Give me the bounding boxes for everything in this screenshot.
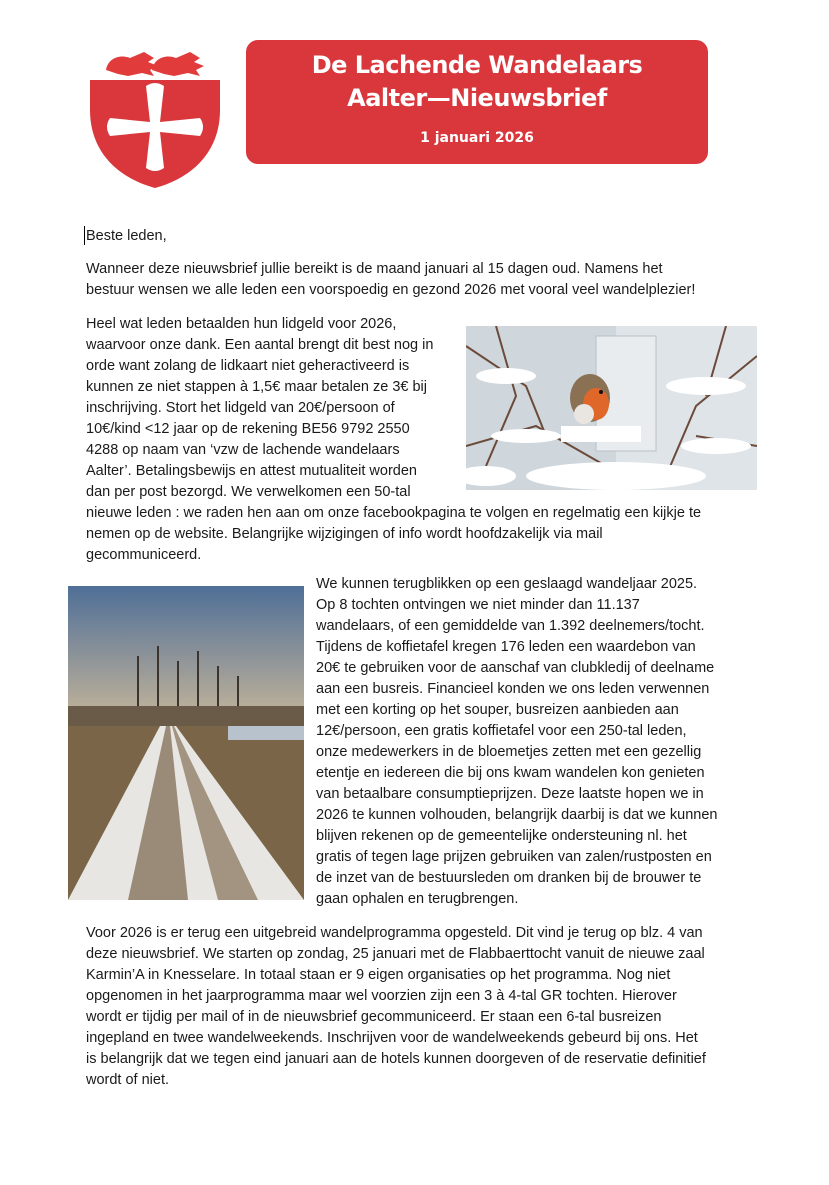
paragraph-line: kunnen ze niet stappen à 1,5€ maar betalen ze 3€ bij <box>86 379 427 395</box>
paragraph-line: 4288 op naam van ‘vzw de lachende wandelaars <box>86 442 400 458</box>
paragraph-line: met een korting op het souper, busreizen aanbieden aan <box>316 702 679 718</box>
paragraph-line: gratis of tegen lage prijzen gebruiken van zalen/rustposten en <box>316 849 712 865</box>
newsletter-banner <box>246 40 708 164</box>
paragraph-line: blijven rekenen op de gemeentelijke ondersteuning nl. het <box>316 828 687 844</box>
paragraph-line: nemen op de website. Belangrijke wijzigingen of info wordt hoofdzakelijk via mail <box>86 526 603 542</box>
paragraph-line: Op 8 tochten ontvingen we niet minder dan 11.137 <box>316 597 640 613</box>
robin-photo <box>466 326 757 490</box>
paragraph-line: We kunnen terugblikken op een geslaagd wandeljaar 2025. <box>316 576 698 592</box>
snowy-path-photo <box>68 586 304 900</box>
greeting: Beste leden, <box>86 228 167 244</box>
paragraph-line: de inzet van de bestuursleden om dranken bij de brouwer te <box>316 870 702 886</box>
paragraph-line: etentje en iedereen die bij ons kwam wandelen kon genieten <box>316 765 705 781</box>
paragraph-line: Aalter’. Betalingsbewijs en attest mutualiteit worden <box>86 463 417 479</box>
paragraph-line: waarvoor onze dank. Een aantal brengt dit best nog in <box>86 337 434 353</box>
paragraph-line: ingepland en twee wandelweekends. Inschrijven voor de wandelweekends gebeurd bij ons. Het <box>86 1030 698 1046</box>
paragraph-line: deze nieuwsbrief. We starten op zondag, 25 januari met de Flabbaerttocht vanuit de nieuwe zaal <box>86 946 705 962</box>
paragraph-line: wordt er tijdig per mail of in de nieuwsbrief gecommuniceerd. Er staan een 6-tal busreizen <box>86 1009 662 1025</box>
paragraph-line: gaan ophalen en terugbrengen. <box>316 891 519 907</box>
paragraph-line: Wanneer deze nieuwsbrief jullie bereikt is de maand januari al 15 dagen oud. Namens het <box>86 261 663 277</box>
paragraph-line: 10€/kind <12 jaar op de rekening BE56 9792 2550 <box>86 421 410 437</box>
paragraph-line: Tijdens de koffietafel kregen 176 leden een waardebon van <box>316 639 696 655</box>
paragraph-line: wordt of niet. <box>86 1072 170 1088</box>
paragraph-line: opgenomen in het jaarprogramma maar wel voorzien zijn een 3 à 4-tal GR tochten. Hierover <box>86 988 677 1004</box>
paragraph-line: bestuur wensen we alle leden een voorspoedig en gezond 2026 met vooral veel wandelplezier! <box>86 282 696 298</box>
paragraph-line: nieuwe leden : we raden hen aan om onze facebookpagina te volgen en regelmatig een kijkje te <box>86 505 702 521</box>
paragraph-line: aan een busreis. Financieel konden we ons leden verwennen <box>316 681 710 697</box>
paragraph-line: wandelaars, of een gemiddelde van 1.392 deelnemers/tocht. <box>316 618 705 634</box>
paragraph-line: dan per post bezorgd. We verwelkomen een 50-tal <box>86 484 411 500</box>
coat-of-arms-logo <box>88 40 222 190</box>
paragraph-line: Heel wat leden betaalden hun lidgeld voor 2026, <box>86 316 397 332</box>
paragraph-line: 12€/persoon, een gratis koffietafel voor een 250-tal leden, <box>316 723 687 739</box>
newsletter-date: 1 januari 2026 <box>420 130 534 146</box>
paragraph-line: 20€ te gebruiken voor de aanschaf van clubkledij of deelname <box>316 660 715 676</box>
paragraph-line: Voor 2026 is er terug een uitgebreid wandelprogramma opgesteld. Dit vind je terug op blz. 4 van <box>86 925 703 941</box>
paragraph-line: van betaalbare consumptieprijzen. Deze laatste hopen we in <box>316 786 704 802</box>
paragraph-line: inschrijving. Stort het lidgeld van 20€/persoon of <box>86 400 395 416</box>
paragraph-line: is belangrijk dat we tegen eind januari aan de hotels kunnen doorgeven of de reservatie definitief <box>86 1051 706 1067</box>
newsletter-subtitle: Aalter—Nieuwsbrief <box>347 84 607 112</box>
paragraph-line: onze medewerkers in de bloemetjes zetten met een gezellig <box>316 744 702 760</box>
paragraph-line: gecommuniceerd. <box>86 547 202 563</box>
text-cursor <box>84 226 85 245</box>
paragraph-line: orde want zolang de lidkaart niet geheractiveerd is <box>86 358 410 374</box>
newsletter-title: De Lachende Wandelaars <box>311 51 643 79</box>
paragraph-line: Karmin’A in Knesselare. In totaal staan er 9 eigen organisaties op het programma. Nog niet <box>86 967 671 983</box>
paragraph-line: 2026 te kunnen volhouden, belangrijk daarbij is dat we kunnen <box>316 807 718 823</box>
